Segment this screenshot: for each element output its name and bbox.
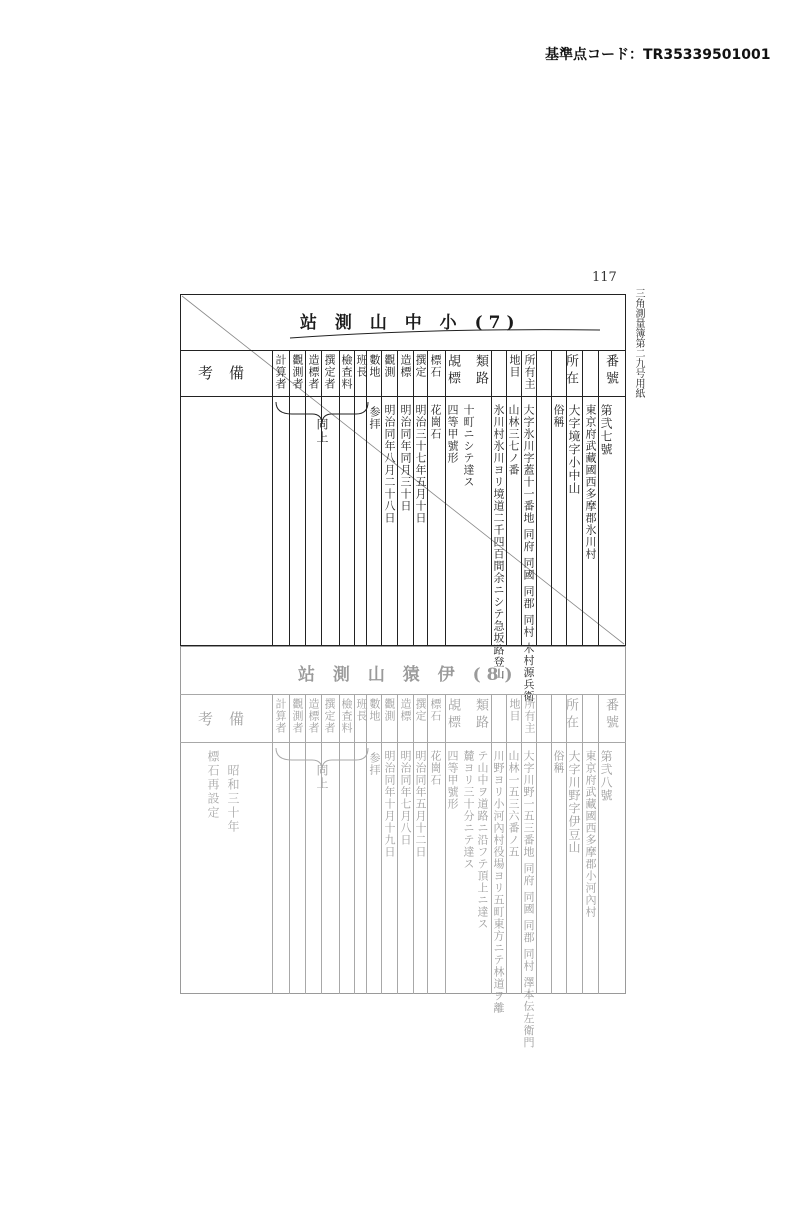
header-top-rule [180, 694, 626, 695]
keiro-value-3: 麓ヨリ三十分ニテ達ス [462, 750, 475, 870]
col-divider [427, 694, 428, 994]
col-divider [354, 350, 355, 646]
shozai-sub-value: 俗稱 [552, 404, 565, 428]
hyouseki-value: 花崗石 [429, 750, 442, 786]
col-divider [536, 350, 537, 646]
header-shozai: 所在 [563, 698, 578, 732]
header-senteisha: 撰定者 [323, 698, 336, 734]
header-kobi: 考備 [198, 710, 261, 728]
header-chimoku: 地目 [508, 354, 521, 378]
col-divider [427, 350, 428, 646]
col-divider [321, 350, 322, 646]
page-number: 117 [592, 270, 617, 285]
keiro-value-2: 十町ニシテ達ス [462, 404, 475, 488]
header-zouhyousha: 造標者 [307, 354, 320, 390]
zouhyou-value: 明治同年同月三十日 [399, 404, 412, 512]
chimoku-value: 山林三七ノ番 [507, 404, 520, 476]
keiro-value: 川野ヨリ小河內村役場ヨリ五町東方ニテ林道ヲ離 [492, 750, 505, 1014]
keiro-value: 氷川村氷川ヨリ境道二千四百間余ニシテ急坂路登山 [492, 404, 505, 680]
header-zouhyousha: 造標者 [307, 698, 320, 734]
header-bottom-rule [180, 396, 626, 397]
col-divider [397, 694, 398, 994]
form-label: 三角測量簿第二九号用紙 [633, 288, 644, 398]
header-kansoku: 觀測 [383, 698, 396, 722]
header-shoyunushi: 所有主 [523, 698, 536, 734]
header-hyouseki: 標石 [429, 354, 442, 378]
header-shoyunushi: 所有主 [523, 354, 536, 390]
header-kobi: 考備 [198, 364, 261, 382]
col-divider [582, 694, 583, 994]
header-senteisha: 撰定者 [323, 354, 336, 390]
col-divider [289, 694, 290, 994]
col-divider [272, 694, 273, 994]
header-zouhyou: 造標 [399, 698, 412, 722]
col-divider [397, 350, 398, 646]
header-hanchou: 班長 [355, 354, 368, 378]
header-keisu: 數地 [368, 698, 381, 722]
col-divider [566, 350, 567, 646]
col-divider [506, 350, 507, 646]
header-keiro: 類路 [473, 354, 488, 388]
col-divider [381, 694, 382, 994]
chimoku-value: 山林一五三六番ノ五 [507, 750, 520, 858]
shozai-value: 大字川野字伊豆山 [567, 750, 581, 854]
shouhyou-value: 四等甲號形 [446, 750, 459, 810]
col-divider [551, 694, 552, 994]
col-divider [321, 694, 322, 994]
col-divider [366, 694, 367, 994]
keiro-value-2: テ山中ヲ道路ニ沿フテ頂上ニ達ス [476, 750, 489, 930]
remarks-note: 標石再設定 [206, 750, 220, 820]
header-keisansha: 計算者 [274, 698, 287, 734]
bangou-num-value: 第弐七號 [599, 404, 613, 456]
header-shouhyou: 覘標 [445, 354, 460, 388]
col-divider [289, 350, 290, 646]
header-hyouseki: 標石 [429, 698, 442, 722]
col-divider [536, 694, 537, 994]
header-hanchou: 班長 [355, 698, 368, 722]
header-keisansha: 計算者 [274, 354, 287, 390]
header-shouhyou: 覘標 [445, 698, 460, 732]
col-divider [445, 694, 446, 994]
header-keiro: 類路 [473, 698, 488, 732]
col-divider [272, 350, 273, 646]
station-title: 站 測 山 中 小 (7) [300, 313, 521, 333]
bangou-value: 東京府武藏國西多摩郡氷川村 [584, 404, 597, 560]
remarks-note-2: 昭和三十年 [226, 764, 240, 834]
persons-value: 同上 [315, 418, 329, 444]
header-kansokusha: 觀測者 [291, 354, 304, 390]
col-divider [598, 350, 599, 646]
header-keisu: 數地 [368, 354, 381, 378]
sentei-value: 明治同年五月十二日 [414, 750, 427, 858]
station-title: 站 測 山 猿 伊 (8) [298, 665, 519, 685]
header-top-rule [180, 350, 626, 351]
persons-value: 同上 [315, 764, 329, 790]
survey-record-sheet-2 [180, 646, 626, 1049]
shozai-sub-value: 俗稱 [552, 750, 565, 774]
header-chimoku: 地目 [508, 698, 521, 722]
header-bottom-rule [180, 742, 626, 743]
col-divider [445, 350, 446, 646]
bangou-num-value: 第弐八號 [599, 750, 613, 802]
col-divider [366, 350, 367, 646]
shozai-value: 大字境字小中山 [567, 404, 581, 495]
header-kensa: 檢査料 [340, 354, 353, 390]
keisu-value: 参拝 [368, 406, 381, 430]
kansoku-value: 明治同年八月二十八日 [383, 404, 396, 524]
zouhyou-value: 明治同年七月八日 [399, 750, 412, 846]
shoyunushi-value: 大字川野一五三番地 同府 同國 同郡 同村 澤本伝左衛門 [522, 750, 535, 1049]
keisu-value: 参拝 [368, 752, 381, 776]
header-bangou: 番號 [603, 698, 618, 732]
col-divider [381, 350, 382, 646]
col-divider [305, 694, 306, 994]
header-kansoku: 觀測 [383, 354, 396, 378]
header-sentei: 撰定 [414, 698, 427, 722]
col-divider [305, 350, 306, 646]
col-divider [582, 350, 583, 646]
header-zouhyou: 造標 [399, 354, 412, 378]
shoyunushi-value: 大字氷川字蓋十一番地 同府 同國 同郡 同村 木村源兵衛 [522, 404, 535, 703]
header-kensa: 檢査料 [340, 698, 353, 734]
header-kansokusha: 觀測者 [291, 698, 304, 734]
kansoku-value: 明治同年十月十九日 [383, 750, 396, 858]
col-divider [339, 694, 340, 994]
col-divider [551, 350, 552, 646]
bangou-value: 東京府武藏國西多摩郡小河內村 [584, 750, 597, 918]
col-divider [354, 694, 355, 994]
sentei-value: 明治三十七年五月十日 [414, 404, 427, 524]
header-sentei: 撰定 [414, 354, 427, 378]
col-divider [339, 350, 340, 646]
col-divider [598, 694, 599, 994]
title-underline [180, 294, 626, 354]
shouhyou-value: 四等甲號形 [446, 404, 459, 464]
header-shozai: 所在 [563, 354, 578, 388]
header-bangou: 番號 [603, 354, 618, 388]
hyouseki-value: 花崗石 [429, 404, 442, 440]
reference-point-code: 基準点コード：TR35339501001 [545, 47, 771, 63]
